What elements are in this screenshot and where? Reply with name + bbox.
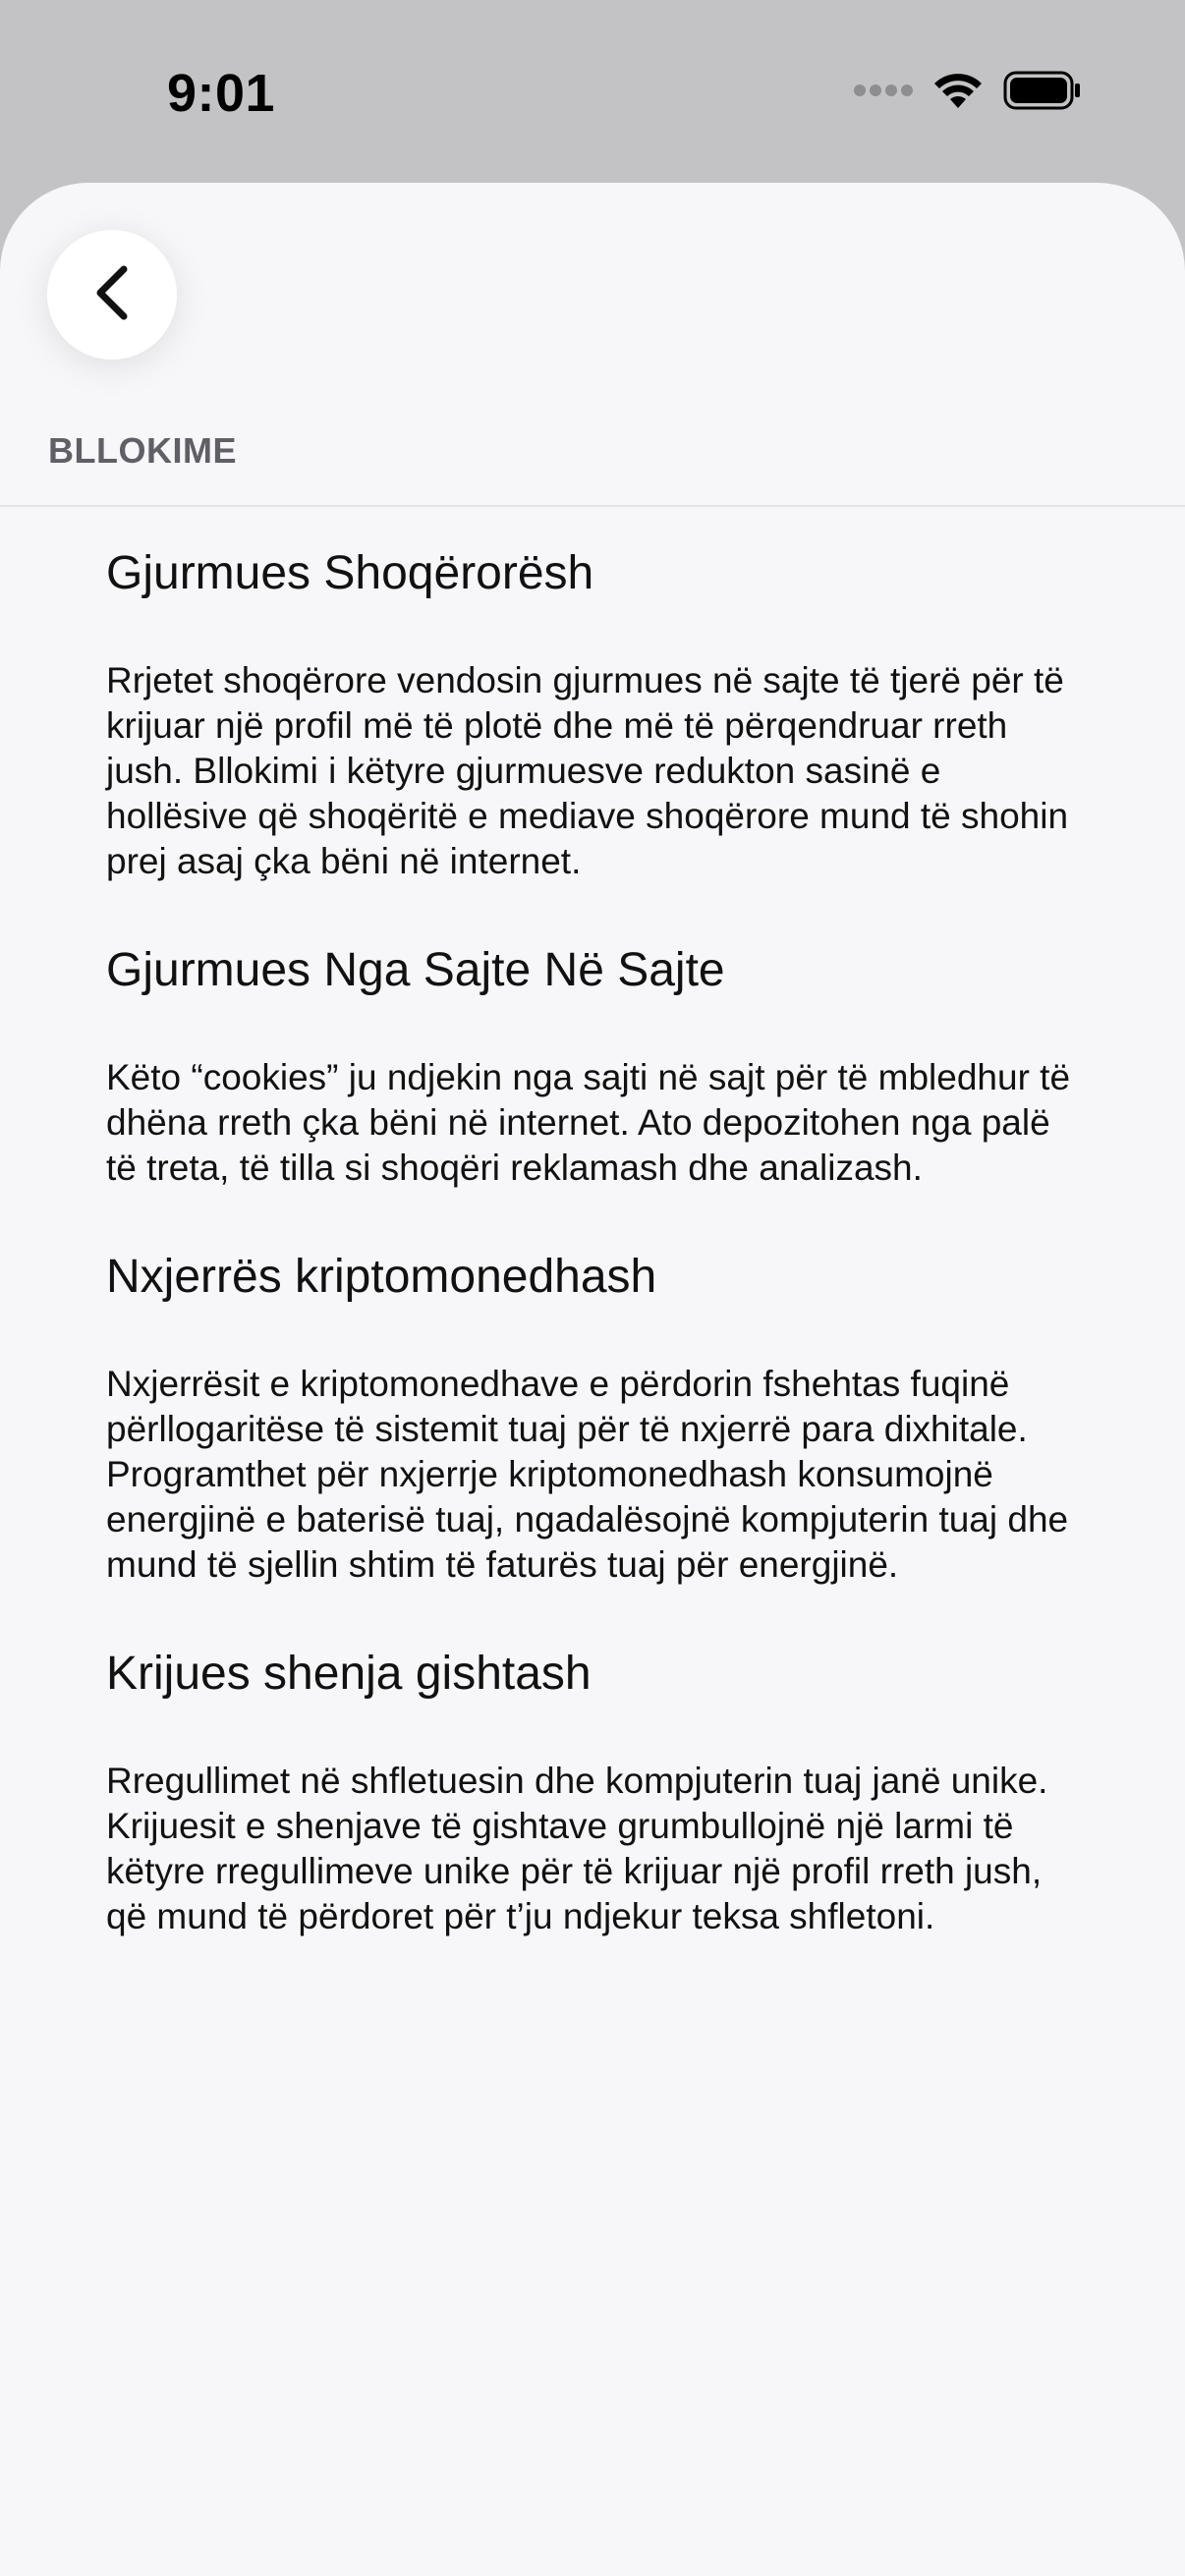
content-list (106, 546, 1089, 1998)
section-label: BLLOKIME (48, 430, 237, 471)
block-title: Gjurmues Nga Sajte Në Sajte (106, 944, 725, 996)
status-icons (854, 71, 1082, 115)
info-block (106, 1647, 1089, 1939)
info-block (106, 943, 1089, 1191)
block-title: Gjurmues Shoqërorësh (106, 547, 594, 599)
block-title: Nxjerrës kriptomonedhash (106, 1251, 657, 1303)
back-button[interactable] (47, 230, 177, 360)
status-time: 9:01 (167, 64, 276, 123)
wifi-icon (932, 71, 984, 115)
info-block (106, 546, 1089, 884)
block-body: Rregullimet në shfletuesin dhe kompjuterin tuaj janë unike. Krijuesit e shenjave të gishtave grumbullojnë një larmi të këtyre rregullimeve unike për të krijuar një profil rreth jush, që mund të përdoret për t’ju ndjekur teksa shfletoni. (106, 1761, 1048, 1936)
cellular-signal-icon (854, 83, 913, 103)
battery-icon (1003, 71, 1082, 115)
block-body: Rrjetet shoqërore vendosin gjurmues në sajte të tjerë për të krijuar një profil më të plotë dhe më të përqendruar rreth jush. Bllokimi i këtyre gjurmuesve redukton sasinë e hollësive që shoqëritë e mediave shoqërore mund të shohin prej asaj çka bëni në internet. (106, 660, 1069, 881)
status-bar (0, 0, 1185, 182)
block-body: Këto “cookies” ju ndjekin nga sajti në sajt për të mbledhur të dhëna rreth çka bëni në internet. Ato depozitohen nga palë të treta, të tilla si shoqëri reklamash dhe analizash. (106, 1057, 1071, 1188)
info-block (106, 1250, 1089, 1588)
block-title: Krijues shenja gishtash (106, 1648, 592, 1700)
block-body: Nxjerrësit e kriptomonedhave e përdorin fshehtas fuqinë përllogaritëse të sistemit tuaj për të nxjerrë para dixhitale. Programthet për nxjerrje kriptomonedhash konsumojnë energjinë e baterisë tuaj, ngadalësojnë kompjuterin tuaj dhe mund të sjellin shtim të faturës tuaj për energjinë. (106, 1364, 1069, 1585)
divider (0, 505, 1185, 507)
chevron-left-icon (90, 263, 134, 327)
blocking-info-sheet (0, 183, 1185, 2576)
